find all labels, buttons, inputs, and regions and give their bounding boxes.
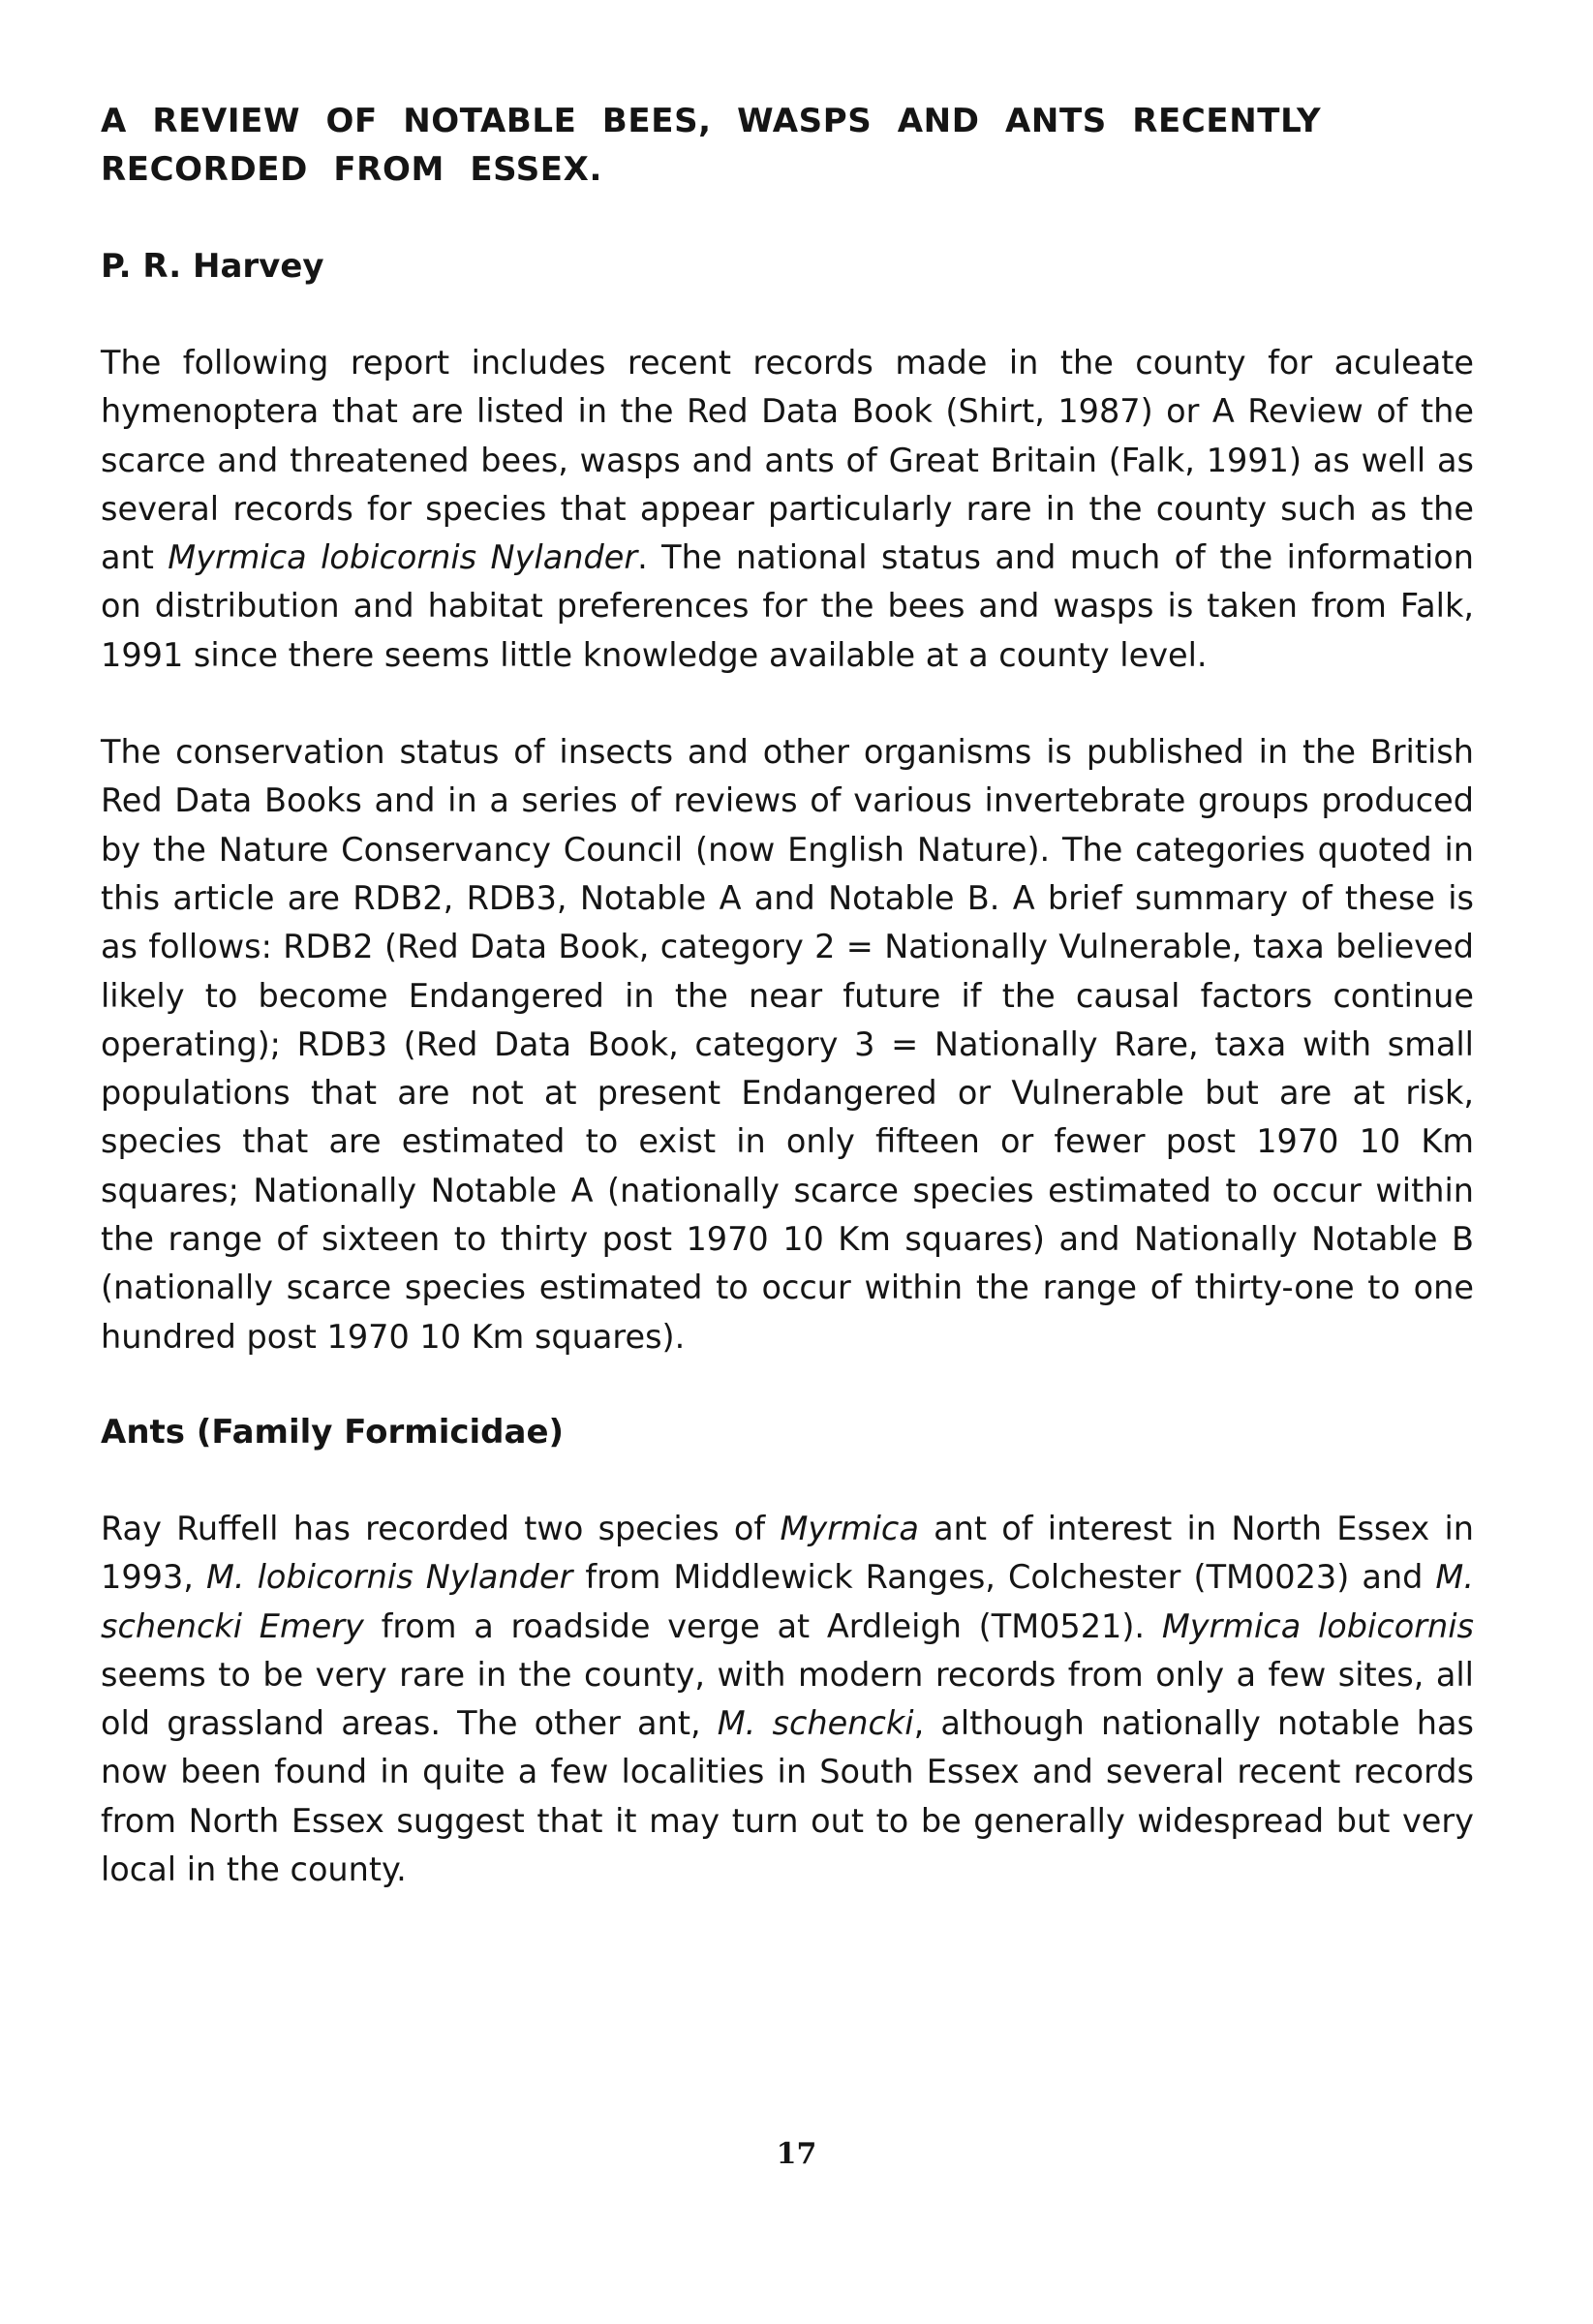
species-name: M. schencki <box>717 1704 914 1743</box>
intro-text-b: . The national status and much of the information on distribution and habitat preferences for the bees and wasps is taken from Falk, 1991 since there seems little knowledge available at a county level. <box>101 538 1475 674</box>
ants-text: seems to be very rare in the county, with modern records from only a few sites, all old grassland areas. The other ant, <box>101 1655 1474 1743</box>
ants-text: ant of interest in North Essex in 1993, <box>101 1509 1474 1597</box>
ants-paragraph <box>101 1505 1474 1894</box>
intro-text-a: The following report includes recent records made in the county for aculeate hymenoptera that are listed in the Red Data Book (Shirt, 1987) or A Review of the scarce and threatened bees, wasps and ants of Great Britain (Falk, 1991) as well as several records for species that appear particularly rare in the county such as the ant <box>101 344 1474 577</box>
intro-paragraph-1 <box>101 339 1474 680</box>
species-name: M. lobicornis Nylander <box>205 1558 573 1597</box>
ants-text: from a roadside verge at Ardleigh (TM0521). <box>363 1606 1162 1645</box>
article-title: A REVIEW OF NOTABLE BEES, WASPS AND ANTS RECENTLY RECORDED FROM ESSEX. <box>101 102 1322 189</box>
species-name: Myrmica lobicornis <box>1161 1606 1475 1645</box>
page-number: 17 <box>776 2137 817 2171</box>
ants-text: Ray Ruffell has recorded two species of <box>101 1509 781 1547</box>
section-heading-ants: Ants (Family Formicidae) <box>101 1412 565 1452</box>
species-name: Myrmica lobicornis Nylander <box>168 538 638 577</box>
ants-text: , although nationally notable has now been found in quite a few localities in South Essex and several recent records from North Essex suggest that it may turn out to be generally widespread but very local in the county. <box>101 1704 1475 1889</box>
intro-paragraph-2: The conservation status of insects and other organisms is published in the British Red Data Books and in a series of reviews of various invertebrate groups produced by the Nature Conservancy Council (now English Nature). The categories quoted in this article are RDB2, RDB3, Notable A and Notable B. A brief summary of these is as follows: RDB2 (Red Data Book, category 2 = Nationally Vulnerable, taxa believed likely to become Endangered in the near future if the causal factors continue operating); RDB3 (Red Data Book, category 3 = Nationally Rare, taxa with small populations that are not at present Endangered or Vulnerable but are at risk, species that are estimated to exist in only fifteen or fewer post 1970 10 Km squares; Nationally Notable A (nationally scarce species estimated to occur within the range of sixteen to thirty post 1970 10 Km squares) and Nationally Notable B (nationally scarce species estimated to occur within the range of thirty-one to one hundred post 1970 10 Km squares). <box>101 733 1474 1356</box>
ants-text: from Middlewick Ranges, Colchester (TM0023) and <box>572 1558 1436 1597</box>
species-name: Myrmica <box>780 1509 919 1547</box>
article-page <box>101 97 1474 1894</box>
author-name: P. R. Harvey <box>101 247 324 286</box>
species-name: M. schencki Emery <box>101 1558 1474 1645</box>
